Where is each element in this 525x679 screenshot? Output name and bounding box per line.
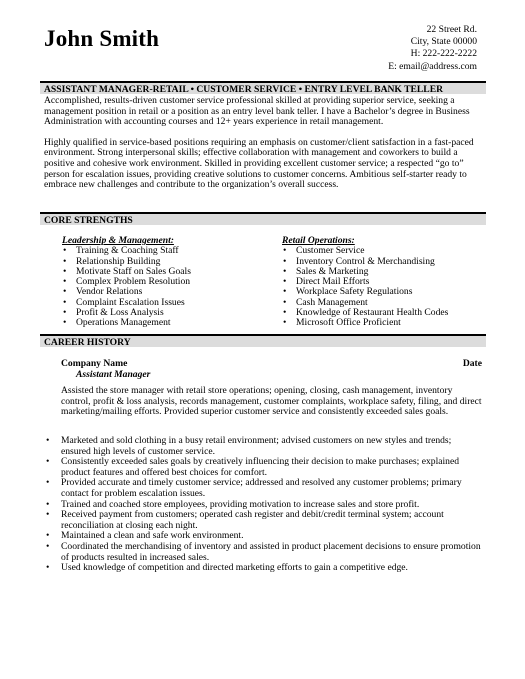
retail-operations-column xyxy=(282,236,486,329)
retail-operations-list xyxy=(282,246,486,328)
candidate-name: John Smith xyxy=(44,26,160,51)
address-line: 22 Street Rd. xyxy=(426,24,477,35)
summary-paragraph-2: Highly qualified in service-based positions requiring an emphasis on customer/client satisfaction in a fast-paced environment. Strong interpersonal skills; effective collaboration with management and coworkers to build a positive and cohesive work environment. Skilled in providing excellent customer service; a respected “go to” person for escalation issues, providing creative solutions to customer concerns. Ambitious self-starter ready to embrace new challenges and contribute to the organization’s overall success. xyxy=(44,136,474,191)
list-item: • Relationship Building xyxy=(62,257,262,267)
list-item: • Complex Problem Resolution xyxy=(62,277,262,287)
list-item: • Trained and coached store employees, providing motivation to increase sales and store profit. xyxy=(45,500,482,511)
list-item: • Complaint Escalation Issues xyxy=(62,298,262,308)
job-title: Assistant Manager xyxy=(76,368,151,380)
list-item: • Marketed and sold clothing in a busy retail environment; advised customers on new styles and trends; ensured high levels of customer service. xyxy=(45,436,482,457)
list-item: • Operations Management xyxy=(62,318,262,328)
list-item: • Training & Coaching Staff xyxy=(62,246,262,256)
job-header xyxy=(61,359,482,380)
summary-paragraph-1: Accomplished, results-driven customer service professional skilled at providing superior service, seeking a management position in retail or a position as an entry level bank teller. I have a Bachelor’s degree in Business Administration with accounting courses and 12+ years experience in retail management. xyxy=(44,95,470,128)
list-item: • Maintained a clean and safe work environment. xyxy=(45,531,482,542)
list-item: • Customer Service xyxy=(282,246,486,256)
list-item: • Sales & Marketing xyxy=(282,267,486,277)
list-item: • Used knowledge of competition and directed marketing efforts to gain a competitive edge. xyxy=(45,563,482,574)
list-item: • Motivate Staff on Sales Goals xyxy=(62,267,262,277)
leadership-column xyxy=(62,236,262,329)
list-item: • Inventory Control & Merchandising xyxy=(282,257,486,267)
core-strengths-bar: CORE STRENGTHS xyxy=(40,212,486,225)
list-item: • Direct Mail Efforts xyxy=(282,277,486,287)
list-item: • Received payment from customers; operated cash register and debit/credit terminal system; account reconciliation at closing each night. xyxy=(45,510,482,531)
contact-block xyxy=(388,24,477,73)
job-duties-list xyxy=(45,436,482,574)
email-line: E: email@address.com xyxy=(388,60,477,72)
list-item: • Provided accurate and timely customer service; addressed and resolved any customer problems; primary contact for problem escalation issues. xyxy=(45,478,482,499)
list-item: • Coordinated the merchandising of inventory and assisted in product placement decisions to ensure promotion of products resulted in increased sales. xyxy=(45,542,482,563)
leadership-list xyxy=(62,246,262,328)
company-name: Company Name xyxy=(61,358,128,369)
summary-section xyxy=(44,96,482,191)
retail-operations-heading: Retail Operations: xyxy=(282,235,355,246)
list-item: • Consistently exceeded sales goals by creatively influencing their decision to make purchases; explained product features and offered best choices for comfort. xyxy=(45,457,482,478)
city-line: City, State 00000 xyxy=(410,36,477,48)
job-date: Date xyxy=(462,358,482,369)
list-item: • Vendor Relations xyxy=(62,287,262,297)
career-history-bar: CAREER HISTORY xyxy=(40,334,486,347)
list-item: • Workplace Safety Regulations xyxy=(282,287,486,297)
list-item: • Profit & Loss Analysis xyxy=(62,308,262,318)
list-item: • Knowledge of Restaurant Health Codes xyxy=(282,308,486,318)
phone-line: H: 222-222-2222 xyxy=(410,48,477,60)
job-description: Assisted the store manager with retail store operations; opening, closing, cash management, inventory control, profit & loss analysis, records management, customer complaints, workplace safety, filing, and direct marketing/mailing efforts. Provided superior customer service and consistently exceeded sales goals. xyxy=(61,385,482,418)
list-item: • Microsoft Office Proficient xyxy=(282,318,486,328)
list-item: • Cash Management xyxy=(282,298,486,308)
leadership-heading: Leadership & Management: xyxy=(62,235,174,246)
headline-bar: ASSISTANT MANAGER-RETAIL • CUSTOMER SERVICE • ENTRY LEVEL BANK TELLER xyxy=(40,81,486,94)
